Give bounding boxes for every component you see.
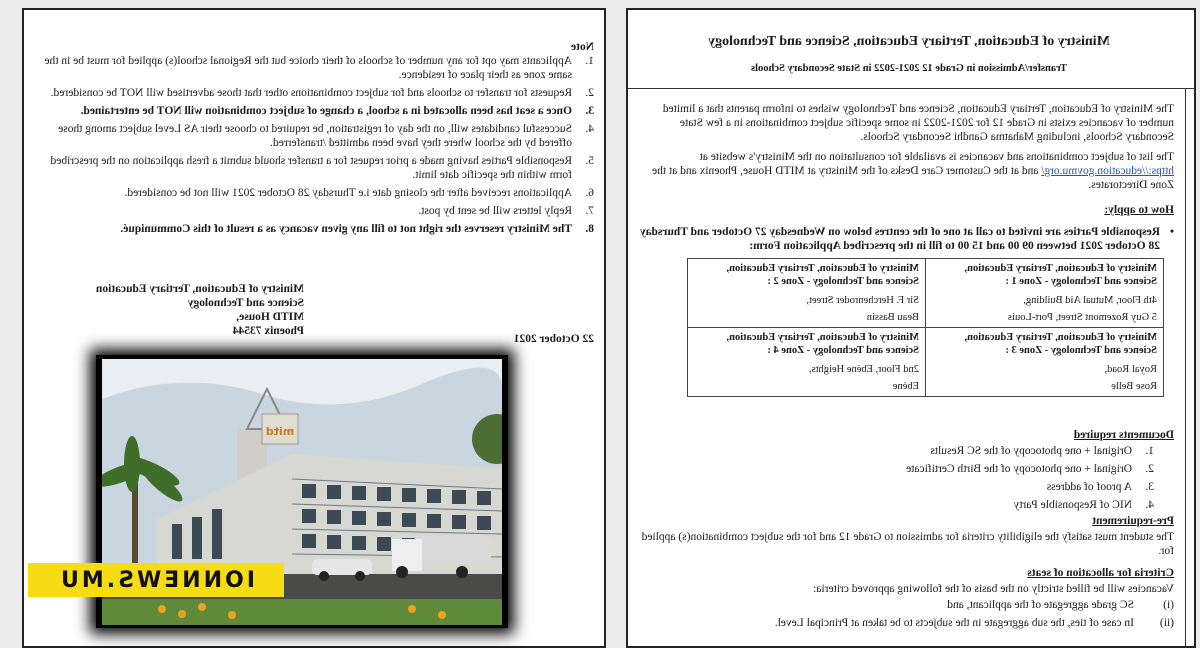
prerequirement-text: The student must satisfy the eligibility criteria for admission to Grade 12 and for the subject combination(s) applied for.: [641, 531, 1174, 557]
document-item: 4. NIC of Responsible Party: [1013, 499, 1154, 511]
communique-title: Ministry of Education, Tertiary Education, Science and Technology: [708, 34, 1110, 49]
criteria-item: (ii) In case of ties, the sub aggregate in the subjects to be taken at Principal Level.: [774, 617, 1174, 629]
website-paragraph: The list of subject combinations and vacancies is available for consultation on the Ministry's website at https://education.govmu.org/ and at the Customer Care Desks of the Ministry at MITD House, Phoenix and at the Zone Directorates.: [652, 151, 1174, 191]
criteria-heading: Criteria for allocation of seats: [1027, 567, 1174, 579]
ministry-website-link[interactable]: https://education.govmu.org/: [1041, 165, 1174, 177]
document-item: 3. A proof of address: [1046, 481, 1154, 493]
criteria-item: (i) SC grade aggregate of the applicant, and: [947, 599, 1174, 611]
note-title: Note: [571, 41, 594, 53]
banner-text: IONNEWS.MU: [57, 567, 255, 593]
notes-list: [34, 54, 594, 240]
zone-cell: Ministry of Education, Tertiary Education, Science and Technology - Zone 1 : 4th Floor, Mutual Aid Building, 5 Guy Rozemont Street, Port-Louis: [926, 259, 1164, 328]
note-item: 7. Reply letters will be sent by post.: [418, 205, 594, 217]
documents-list: [694, 444, 1154, 516]
criteria-intro: Vacancies will be filled strictly on the basis of the following approved criteria:: [813, 583, 1174, 595]
mitd-sign: mitd: [265, 425, 295, 438]
source-banner: [28, 563, 284, 597]
apply-instructions: • Responsible Parties are invited to call at one of the centres below on Wednesday 27 October and Thursday 28 October 2021 between 09 00 and 15 00 to fill in the prescribed Application Form:: [640, 226, 1174, 252]
margin-line: [1185, 88, 1186, 648]
criteria-list: [634, 598, 1174, 634]
documents-heading: Documents required: [1073, 429, 1174, 441]
note-item: 1. Applicants may opt for any number of schools of their choice but the Regional school(s) applied for must be in the same zone as their place of residence.: [44, 55, 594, 81]
note-item: 8. The Ministry reserves the right not to fill any given vacancy as a result of this Communiqué.: [120, 223, 594, 235]
right-page-content: [628, 10, 1194, 646]
note-item: 6. Applications received after the closing date i.e Thursday 28 October 2021 will not be considered.: [124, 187, 594, 199]
note-item: 2. Requests for transfer to schools and for subject combinations other that those advertised will NOT be considered.: [50, 87, 594, 99]
note-item: 4. Successful candidates will, on the day of registration, be required to choose their AS Level subject among those offered by the school where they have been admitted /transferred.: [58, 123, 594, 149]
how-to-apply-heading: How to apply:: [1104, 204, 1174, 216]
prerequirement-heading: Pre-requirement: [1092, 515, 1174, 527]
zone-cell: Ministry of Education, Tertiary Education, Science and Technology - Zone 3 : Royal Road, Rose Belle: [926, 328, 1164, 397]
header-divider: [626, 88, 1194, 89]
zone-cell: Ministry of Education, Tertiary Education, Science and Technology - Zone 2 : Sir F. Herchenroder Street, Beau Bassin: [688, 259, 926, 328]
zones-table: [687, 258, 1164, 397]
right-document-page: [626, 8, 1196, 648]
zone-cell: Ministry of Education, Tertiary Education, Science and Technology - Zone 4 : 2nd Floor, Ebène Heights, Ebène: [688, 328, 926, 397]
signature-block: Ministry of Education, Tertiary Education Science and Technology MITD House, Phoenix 73544: [96, 283, 304, 337]
communique-subtitle: Transfer/Admission in Grade 12 2021-2022 in State Secondary Schools: [751, 63, 1067, 74]
letter-date: 22 October 2021: [513, 333, 594, 345]
intro-paragraph: The Ministry of Education, Tertiary Education, Science and Technology wishes to inform parents that a limited number of vacancies exists in Grade 12 for 2021-2022 in some specific subject combinations in a few State Secondary Schools, including Mahatma Gandhi Secondary Schools.: [662, 103, 1174, 143]
note-item: 3. Once a seat has been allocated in a school, a change of subject combination will NOT be entertained.: [80, 105, 594, 117]
note-item: 5. Responsible Parties having made a prior request for a transfer should submit a fresh application on the prescribed form within the specific date limit.: [50, 155, 594, 181]
document-item: 2. Original + one photocopy of the Birth Certificate: [906, 463, 1154, 475]
document-item: 1. Original + one photocopy of the SC Results: [930, 445, 1154, 457]
